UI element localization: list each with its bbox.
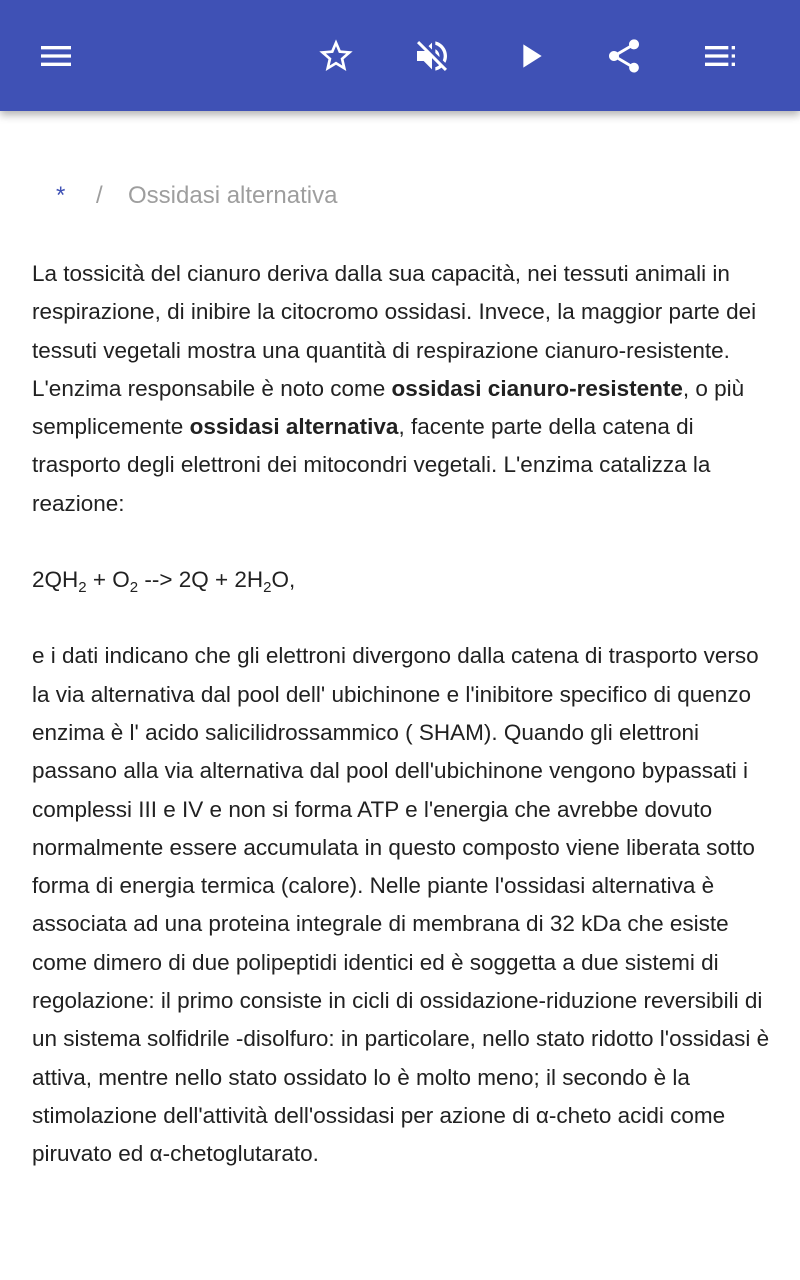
app-toolbar bbox=[0, 0, 800, 111]
subscript: 2 bbox=[78, 579, 87, 597]
paragraph-details: e i dati indicano che gli elettroni divergono dalla catena di trasporto verso la via alternativa dal pool dell' ubichinone e l'inibitore specifico di quenzo enzima è l' acido salicilidrossammico ( SHAM). Quando gli elettroni passano alla via alternativa dal pool dell'ubichinone vengono bypassati i complessi III e IV e non si forma ATP e l'energia che avrebbe dovuto normalmente essere accumulata in questo composto viene liberata sotto forma di energia termica (calore). Nelle piante l'ossidasi alternativa è associata ad una proteina integrale di membrana di 32 kDa che esiste come dimero di due polipeptidi identici ed è soggetta a due sistemi di regolazione: il primo consiste in cicli di ossidazione-riduzione reversibili di un sistema solfidrile -disolfuro: in particolare, nello stato ridotto l'ossidasi è attiva, mentre nello stato ossidato lo è molto meno; il secondo è la stimolazione dell'attività dell'ossidasi per azione di α-cheto acidi come piruvato ed α-chetoglutarato. bbox=[32, 643, 770, 1167]
breadcrumb-current: Ossidasi alternativa bbox=[128, 182, 338, 209]
text: O, bbox=[271, 567, 296, 593]
subscript: 2 bbox=[129, 579, 139, 597]
bold-term: ossidasi alternativa bbox=[189, 414, 399, 440]
bold-term: ossidasi cianuro-resistente bbox=[391, 375, 683, 401]
text: , o più semplicemente bbox=[32, 375, 745, 440]
text: , facente parte della catena di trasporto degli elettroni dei mitocondri vegetali. L'enzima catalizza la reazione: bbox=[32, 414, 711, 516]
breadcrumb-home-link[interactable]: * bbox=[56, 182, 66, 209]
reaction-equation bbox=[32, 561, 772, 599]
subscript: 2 bbox=[263, 579, 272, 597]
text: 2QH bbox=[32, 567, 79, 593]
share-icon[interactable] bbox=[602, 34, 646, 78]
play-icon[interactable] bbox=[508, 34, 552, 78]
breadcrumb bbox=[56, 182, 337, 210]
text: --> 2Q + 2H bbox=[138, 567, 264, 593]
playlist-icon[interactable] bbox=[698, 34, 742, 78]
paragraph-intro bbox=[32, 255, 772, 523]
text: + O bbox=[86, 567, 130, 593]
volume-off-icon[interactable] bbox=[410, 34, 454, 78]
menu-icon[interactable] bbox=[34, 34, 78, 78]
article-body bbox=[32, 255, 772, 1212]
star-icon[interactable] bbox=[314, 34, 358, 78]
text: La tossicità del cianuro deriva dalla sua capacità, nei tessuti animali in respirazione, di inibire la citocromo ossidasi. Invece, la maggior parte dei tessuti vegetali mostra una quantità di respirazione cianuro-resistente. L'enzima responsabile è noto come bbox=[32, 261, 757, 401]
breadcrumb-separator: / bbox=[96, 182, 103, 209]
